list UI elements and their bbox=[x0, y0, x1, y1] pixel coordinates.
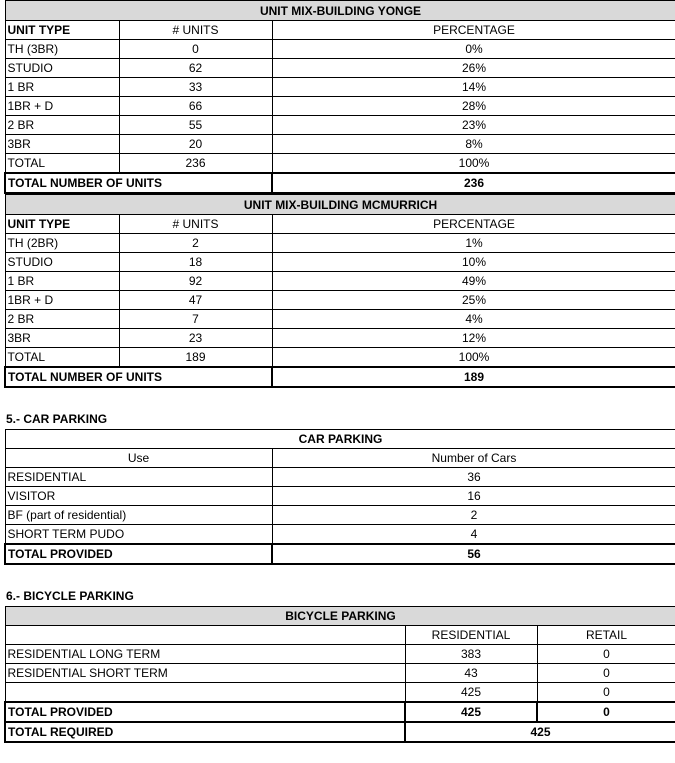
table-row bbox=[5, 525, 675, 545]
table-row bbox=[5, 683, 675, 703]
pct-cell: 25% bbox=[272, 291, 675, 310]
yonge-title: UNIT MIX-BUILDING YONGE bbox=[5, 1, 675, 21]
table-row bbox=[5, 329, 675, 348]
cars-cell: 36 bbox=[272, 468, 675, 487]
unit-type-cell: TH (2BR) bbox=[5, 234, 119, 253]
units-cell: 66 bbox=[119, 97, 272, 116]
bike-res-cell: 383 bbox=[405, 645, 537, 664]
unit-type-cell: TOTAL bbox=[5, 154, 119, 174]
pct-cell: 0% bbox=[272, 40, 675, 59]
yonge-total-value: 236 bbox=[272, 173, 675, 193]
units-cell: 236 bbox=[119, 154, 272, 174]
bike-label-cell: RESIDENTIAL SHORT TERM bbox=[5, 664, 405, 683]
units-cell: 92 bbox=[119, 272, 272, 291]
units-cell: 33 bbox=[119, 78, 272, 97]
bike-col-residential: RESIDENTIAL bbox=[405, 626, 537, 645]
pct-cell: 1% bbox=[272, 234, 675, 253]
unit-type-cell: 1BR + D bbox=[5, 291, 119, 310]
unit-type-cell: 3BR bbox=[5, 329, 119, 348]
car-parking-table bbox=[4, 429, 675, 565]
unit-type-cell: 3BR bbox=[5, 135, 119, 154]
bike-ret-cell: 0 bbox=[537, 664, 675, 683]
car-total-value: 56 bbox=[272, 544, 675, 564]
bike-col-blank bbox=[5, 626, 405, 645]
pct-cell: 8% bbox=[272, 135, 675, 154]
yonge-total-label: TOTAL NUMBER OF UNITS bbox=[5, 173, 272, 193]
car-parking-title: CAR PARKING bbox=[5, 430, 675, 449]
table-row bbox=[5, 40, 675, 59]
bicycle-parking-section-title: 6.- BICYCLE PARKING bbox=[6, 589, 134, 603]
yonge-col-unit-type: UNIT TYPE bbox=[5, 21, 119, 40]
bike-label-cell: RESIDENTIAL LONG TERM bbox=[5, 645, 405, 664]
bike-total-required-label: TOTAL REQUIRED bbox=[5, 722, 405, 742]
use-cell: RESIDENTIAL bbox=[5, 468, 272, 487]
bike-total-required-value: 425 bbox=[405, 722, 675, 742]
table-row bbox=[5, 645, 675, 664]
cars-cell: 2 bbox=[272, 506, 675, 525]
table-row bbox=[5, 310, 675, 329]
car-col-use: Use bbox=[5, 449, 272, 468]
spreadsheet bbox=[4, 0, 675, 743]
bike-col-retail: RETAIL bbox=[537, 626, 675, 645]
table-row bbox=[5, 506, 675, 525]
yonge-col-pct: PERCENTAGE bbox=[272, 21, 675, 40]
bike-total-provided-res: 425 bbox=[405, 702, 537, 722]
table-row bbox=[5, 291, 675, 310]
table-row bbox=[5, 135, 675, 154]
pct-cell: 12% bbox=[272, 329, 675, 348]
unit-type-cell: STUDIO bbox=[5, 253, 119, 272]
bike-res-cell: 425 bbox=[405, 683, 537, 703]
bike-total-provided-label: TOTAL PROVIDED bbox=[5, 702, 405, 722]
cars-cell: 4 bbox=[272, 525, 675, 545]
car-col-cars: Number of Cars bbox=[272, 449, 675, 468]
pct-cell: 4% bbox=[272, 310, 675, 329]
yonge-col-units: # UNITS bbox=[119, 21, 272, 40]
unit-type-cell: TH (3BR) bbox=[5, 40, 119, 59]
table-row bbox=[5, 234, 675, 253]
pct-cell: 100% bbox=[272, 154, 675, 174]
table-row bbox=[5, 272, 675, 291]
bike-ret-cell: 0 bbox=[537, 645, 675, 664]
table-row bbox=[5, 97, 675, 116]
table-row bbox=[5, 487, 675, 506]
unit-type-cell: TOTAL bbox=[5, 348, 119, 368]
bike-total-provided-ret: 0 bbox=[537, 702, 675, 722]
table-row bbox=[5, 59, 675, 78]
mcmurrich-title: UNIT MIX-BUILDING MCMURRICH bbox=[5, 195, 675, 215]
car-total-label: TOTAL PROVIDED bbox=[5, 544, 272, 564]
cars-cell: 16 bbox=[272, 487, 675, 506]
table-row bbox=[5, 78, 675, 97]
unit-type-cell: 2 BR bbox=[5, 116, 119, 135]
mcmurrich-col-unit-type: UNIT TYPE bbox=[5, 215, 119, 234]
mcmurrich-col-units: # UNITS bbox=[119, 215, 272, 234]
bike-ret-cell: 0 bbox=[537, 683, 675, 703]
pct-cell: 49% bbox=[272, 272, 675, 291]
bicycle-parking-title: BICYCLE PARKING bbox=[5, 607, 675, 626]
pct-cell: 100% bbox=[272, 348, 675, 368]
car-parking-section-title: 5.- CAR PARKING bbox=[6, 412, 108, 426]
unit-mix-mcmurrich-table bbox=[4, 194, 675, 388]
unit-type-cell: 2 BR bbox=[5, 310, 119, 329]
bike-label-cell bbox=[5, 683, 405, 703]
table-row bbox=[5, 154, 675, 174]
bicycle-parking-table bbox=[4, 606, 675, 743]
table-row bbox=[5, 253, 675, 272]
unit-type-cell: STUDIO bbox=[5, 59, 119, 78]
use-cell: SHORT TERM PUDO bbox=[5, 525, 272, 545]
table-row bbox=[5, 468, 675, 487]
units-cell: 2 bbox=[119, 234, 272, 253]
table-row bbox=[5, 116, 675, 135]
pct-cell: 26% bbox=[272, 59, 675, 78]
unit-mix-yonge-table bbox=[4, 0, 675, 194]
pct-cell: 23% bbox=[272, 116, 675, 135]
pct-cell: 10% bbox=[272, 253, 675, 272]
bike-res-cell: 43 bbox=[405, 664, 537, 683]
units-cell: 55 bbox=[119, 116, 272, 135]
use-cell: VISITOR bbox=[5, 487, 272, 506]
mcmurrich-col-pct: PERCENTAGE bbox=[272, 215, 675, 234]
table-row bbox=[5, 348, 675, 368]
table-row bbox=[5, 664, 675, 683]
unit-type-cell: 1BR + D bbox=[5, 97, 119, 116]
units-cell: 23 bbox=[119, 329, 272, 348]
mcmurrich-total-label: TOTAL NUMBER OF UNITS bbox=[5, 367, 272, 387]
unit-type-cell: 1 BR bbox=[5, 78, 119, 97]
units-cell: 18 bbox=[119, 253, 272, 272]
spacer bbox=[4, 565, 675, 586]
pct-cell: 14% bbox=[272, 78, 675, 97]
units-cell: 7 bbox=[119, 310, 272, 329]
units-cell: 20 bbox=[119, 135, 272, 154]
use-cell: BF (part of residential) bbox=[5, 506, 272, 525]
mcmurrich-total-value: 189 bbox=[272, 367, 675, 387]
pct-cell: 28% bbox=[272, 97, 675, 116]
units-cell: 62 bbox=[119, 59, 272, 78]
spacer bbox=[4, 388, 675, 409]
units-cell: 189 bbox=[119, 348, 272, 368]
unit-type-cell: 1 BR bbox=[5, 272, 119, 291]
units-cell: 47 bbox=[119, 291, 272, 310]
units-cell: 0 bbox=[119, 40, 272, 59]
